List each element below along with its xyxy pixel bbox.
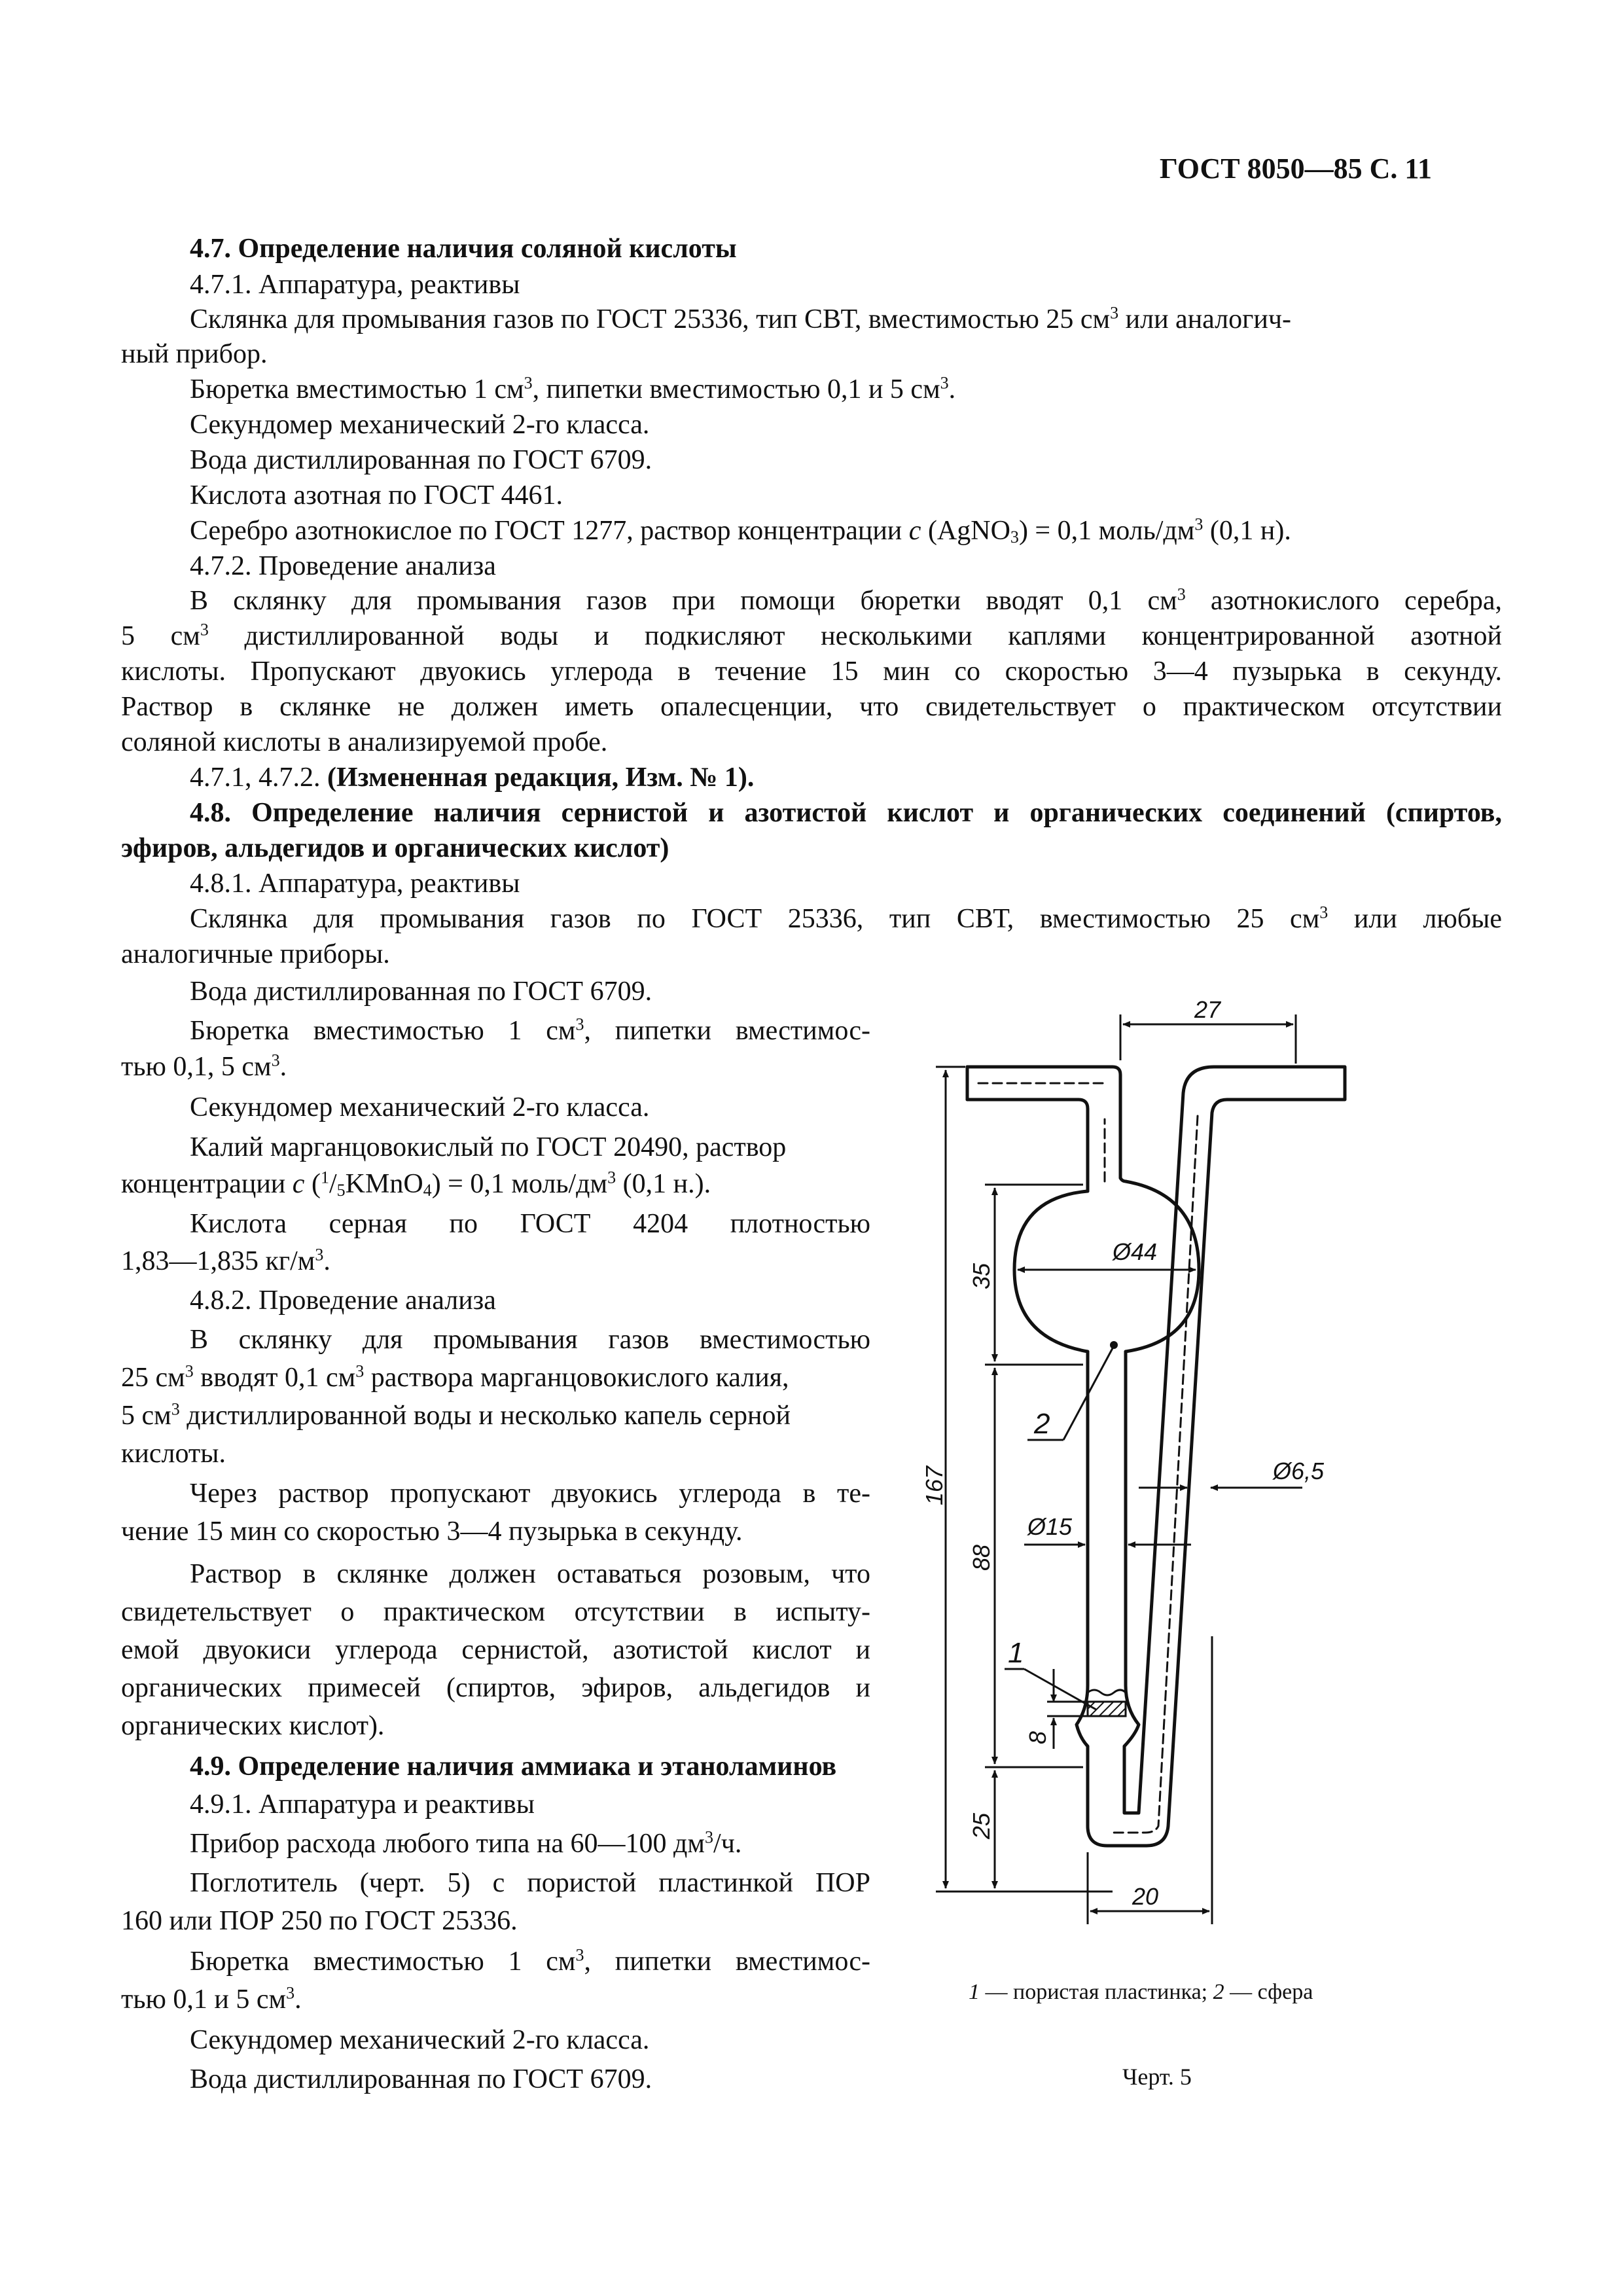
section-4-9-heading: 4.9. Определение наличия аммиака и этаноламинов	[190, 1751, 837, 1782]
drawing-legend: 1 — пористая пластинка; 2 — сфера	[969, 1980, 1313, 2004]
callout-plate: 1	[1008, 1637, 1024, 1669]
callout-sphere: 2	[1034, 1408, 1050, 1440]
absorber-line-1: Поглотитель (черт. 5) с пористой пластинкой ПОР	[190, 1868, 870, 1898]
dim-sphere-height: 35	[968, 1263, 995, 1289]
analysis-paragraph-line-1: В склянку для промывания газов при помощи бюретки вводят 0,1 $см^3$ азотнокислого серебра,	[190, 584, 1503, 616]
absorber-line-2: 160 или ПОР 250 по ГОСТ 25336.	[121, 1906, 518, 1936]
inlet-tube-inner	[967, 1100, 1088, 1191]
analysis-paragraph-line-5: соляной кислоты в анализируемой пробе.	[121, 727, 608, 757]
water-line-4-9: Вода дистиллированная по ГОСТ 6709.	[190, 2064, 652, 2094]
figure-label: Черт. 5	[1122, 2064, 1192, 2090]
flask-line-4-8-cont: аналогичные приборы.	[121, 939, 390, 969]
analysis-paragraph-line-3: кислоты. Пропускают двуокись углерода в течение 15 мин со скоростью 3—4 пузырька в секунду.	[121, 656, 1502, 687]
co2-pass-line-1: Через раствор пропускают двуокись углерода в те-	[190, 1479, 870, 1509]
co2-pass-line-2: чение 15 мин со скоростью 3—4 пузырька в секунду.	[121, 1516, 743, 1547]
burette-line-4-9-a: Бюретка вместимостью 1 $см^3$, пипетки вместимос-	[190, 1945, 871, 1977]
burette-line-4-8-b: тью 0,1, 5 $см^3$.	[121, 1050, 287, 1082]
page-header: ГОСТ 8050—85 С. 11	[1159, 152, 1432, 185]
water-line: Вода дистиллированная по ГОСТ 6709.	[190, 445, 652, 475]
analysis-4-8-line-2: 25 $см^3$ вводят 0,1 $см^3$ раствора марганцовокислого калия,	[121, 1361, 789, 1393]
nitric-acid-line: Кислота азотная по ГОСТ 4461.	[190, 480, 563, 511]
silver-nitrate-line: Серебро азотнокислое по ГОСТ 1277, раствор концентрации c (AgNO$_3$) = 0,1 моль/$дм^3$ (0,1 н).	[190, 514, 1291, 547]
result-line-1: Раствор в склянке должен оставаться розовым, что	[190, 1559, 870, 1589]
flask-line-1: Склянка для промывания газов по ГОСТ 25336, тип СВТ, вместимостью 25 $см^3$ или аналогич-	[190, 303, 1291, 334]
burette-line-4-9-b: тью 0,1 и 5 $см^3$.	[121, 1983, 302, 2015]
flowmeter-line: Прибор расхода любого типа на 60—100 $дм^3/ч$.	[190, 1827, 742, 1859]
section-4-7-heading: 4.7. Определение наличия соляной кислоты	[190, 234, 737, 264]
sulfuric-line-1: Кислота серная по ГОСТ 4204 плотностью	[190, 1209, 870, 1239]
section-4-7-1-title: 4.7.1. Аппаратура, реактивы	[190, 270, 520, 300]
burette-line: Бюретка вместимостью 1 $см^3$, пипетки вместимостью 0,1 и 5 $см^3$.	[190, 373, 956, 404]
section-4-7-2-title: 4.7.2. Проведение анализа	[190, 551, 496, 581]
flask-line-2: ный прибор.	[121, 339, 268, 369]
section-4-9-1-title: 4.9.1. Аппаратура и реактивы	[190, 1789, 535, 1820]
section-4-8-1-title: 4.8.1. Аппаратура, реактивы	[190, 869, 520, 899]
result-line-5: органических кислот).	[121, 1711, 385, 1741]
dim-plate-height: 8	[1024, 1731, 1051, 1744]
sulfuric-line-2: 1,83—1,835 $кг/м^3$.	[121, 1245, 330, 1276]
analysis-4-8-line-1: В склянку для промывания газов вместимостью	[190, 1325, 870, 1355]
section-4-8-heading-line-2: эфиров, альдегидов и органических кислот)	[121, 833, 669, 863]
dim-sphere-dia: Ø44	[1113, 1238, 1158, 1265]
dim-tube-height: 88	[968, 1544, 995, 1571]
analysis-4-8-line-3: 5 $см^3$ дистиллированной воды и несколько капель серной	[121, 1399, 791, 1431]
body-tube-outline	[1077, 1067, 1345, 1846]
dim-total-height: 167	[921, 1465, 948, 1505]
dim-outlet-dia: Ø6,5	[1273, 1458, 1325, 1484]
analysis-4-8-line-4: кислоты.	[121, 1439, 226, 1469]
stopwatch-line-4-9: Секундомер механический 2-го класса.	[190, 2025, 650, 2055]
dim-bottom-width: 20	[1132, 1883, 1159, 1910]
flask-line-4-8: Склянка для промывания газов по ГОСТ 25336, тип СВТ, вместимостью 25 $см^3$ или любые	[190, 903, 1503, 934]
dim-tube-dia: Ø15	[1027, 1513, 1073, 1540]
kmno4-line-2: концентрации c $(^1/_5KMnO_4) = 0,1$ моль/$дм^3$ (0,1 н.).	[121, 1168, 711, 1200]
kmno4-line-1: Калий марганцовокислый по ГОСТ 20490, раствор	[190, 1132, 787, 1162]
burette-line-4-8-a: Бюретка вместимостью 1 $см^3$, пипетки вместимос-	[190, 1014, 871, 1046]
stopwatch-line-4-8: Секундомер механический 2-го класса.	[190, 1092, 650, 1122]
water-line-4-8: Вода дистиллированная по ГОСТ 6709.	[190, 977, 652, 1007]
amendment-note: 4.7.1, 4.7.2. (Измененная редакция, Изм. № 1).	[190, 762, 755, 793]
dim-top-width: 27	[1194, 996, 1221, 1023]
analysis-paragraph-line-4: Раствор в склянке не должен иметь опалесценции, что свидетельствует о практическом отсутствии	[121, 692, 1502, 722]
stopwatch-line: Секундомер механический 2-го класса.	[190, 410, 650, 440]
analysis-paragraph-line-2: 5 $см^3$ дистиллированной воды и подкисляют несколькими каплями концентрированной азотной	[121, 620, 1502, 651]
result-line-2: свидетельствует о практическом отсутствии в испыту-	[121, 1597, 870, 1627]
result-line-3: емой двуокиси углерода сернистой, азотистой кислот и	[121, 1635, 870, 1665]
section-4-8-2-title: 4.8.2. Проведение анализа	[190, 1285, 496, 1316]
dim-bottom-height: 25	[968, 1812, 995, 1839]
result-line-4: органических примесей (спиртов, эфиров, альдегидов и	[121, 1673, 870, 1703]
absorber-drawing	[916, 982, 1440, 1924]
section-4-8-heading-line-1: 4.8. Определение наличия сернистой и азотистой кислот и органических соединений (спиртов,	[190, 798, 1502, 828]
